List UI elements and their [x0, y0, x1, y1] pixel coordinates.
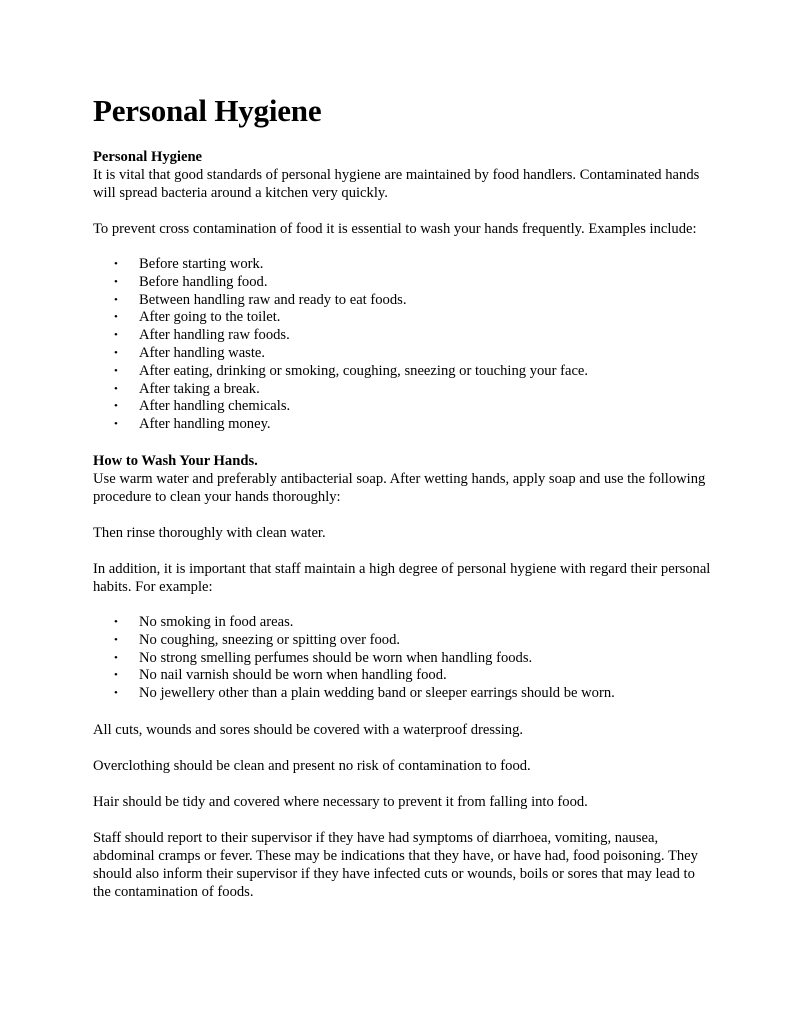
how-to-wash-paragraph	[93, 452, 713, 506]
bullet-icon: •	[114, 651, 118, 664]
bullet-icon: •	[114, 669, 118, 682]
bullet-icon: •	[114, 400, 118, 413]
overclothing-paragraph: Overclothing should be clean and present no risk of contamination to food.	[93, 757, 531, 774]
list-item: • After handling waste.	[114, 344, 266, 361]
list-item: • After eating, drinking or smoking, coughing, sneezing or touching your face.	[114, 362, 589, 379]
intro-text: It is vital that good standards of personal hygiene are maintained by food handlers. Contaminated hands will spread bacteria around a kitchen very quickly.	[93, 167, 700, 201]
bullet-icon: •	[114, 687, 118, 700]
bullet-icon: •	[114, 293, 118, 306]
list-item: • After taking a break.	[114, 380, 260, 397]
list-item: • No smoking in food areas.	[114, 613, 294, 630]
rinse-paragraph: Then rinse thoroughly with clean water.	[93, 524, 326, 541]
handwash-intro-paragraph: To prevent cross contamination of food it is essential to wash your hands frequently. Examples include:	[93, 221, 697, 237]
page-title: Personal Hygiene	[93, 93, 322, 128]
illness-paragraph: Staff should report to their supervisor if they have had symptoms of diarrhoea, vomiting, nausea, abdominal cramps or fever. These may be indications that they have, or have had, food poisoning. They should also inform their supervisor if they have infected cuts or wounds, boils or sores that may lead to the contamination of foods.	[93, 829, 698, 900]
list-item: • No strong smelling perfumes should be worn when handling foods.	[114, 649, 533, 666]
habits-intro-paragraph: In addition, it is important that staff maintain a high degree of personal hygiene with regard their personal habits. For example:	[93, 560, 711, 595]
habits-list	[93, 614, 713, 703]
bullet-icon: •	[114, 382, 118, 395]
document-page	[93, 92, 713, 919]
list-item: • After handling chemicals.	[114, 398, 291, 415]
intro-paragraph	[93, 148, 713, 202]
list-item: • After handling raw foods.	[114, 327, 290, 344]
bullet-icon: •	[114, 364, 118, 377]
list-item: • Before starting work.	[114, 256, 264, 272]
section-heading-how-to-wash: How to Wash Your Hands.	[93, 452, 258, 469]
how-to-wash-text: Use warm water and preferably antibacterial soap. After wetting hands, apply soap and use the following procedure to clean your hands thoroughly:	[93, 470, 706, 505]
bullet-icon: •	[114, 258, 118, 270]
list-item: • Before handling food.	[114, 273, 268, 290]
bullet-icon: •	[114, 311, 118, 324]
list-item: • No coughing, sneezing or spitting over food.	[114, 631, 401, 648]
bullet-icon: •	[114, 418, 118, 431]
list-item: • Between handling raw and ready to eat foods.	[114, 291, 407, 308]
hair-paragraph: Hair should be tidy and covered where necessary to prevent it from falling into food.	[93, 793, 588, 810]
list-item: • No jewellery other than a plain wedding band or sleeper earrings should be worn.	[114, 685, 615, 702]
bullet-icon: •	[114, 329, 118, 342]
handwash-list	[93, 256, 713, 434]
bullet-icon: •	[114, 346, 118, 359]
bullet-icon: •	[114, 275, 118, 288]
bullet-icon: •	[114, 615, 118, 628]
bullet-icon: •	[114, 633, 118, 646]
cuts-paragraph: All cuts, wounds and sores should be covered with a waterproof dressing.	[93, 721, 524, 738]
list-item: • After handling money.	[114, 416, 271, 433]
section-heading-personal-hygiene: Personal Hygiene	[93, 149, 203, 165]
list-item: • After going to the toilet.	[114, 309, 281, 326]
list-item: • No nail varnish should be worn when handling food.	[114, 667, 447, 684]
